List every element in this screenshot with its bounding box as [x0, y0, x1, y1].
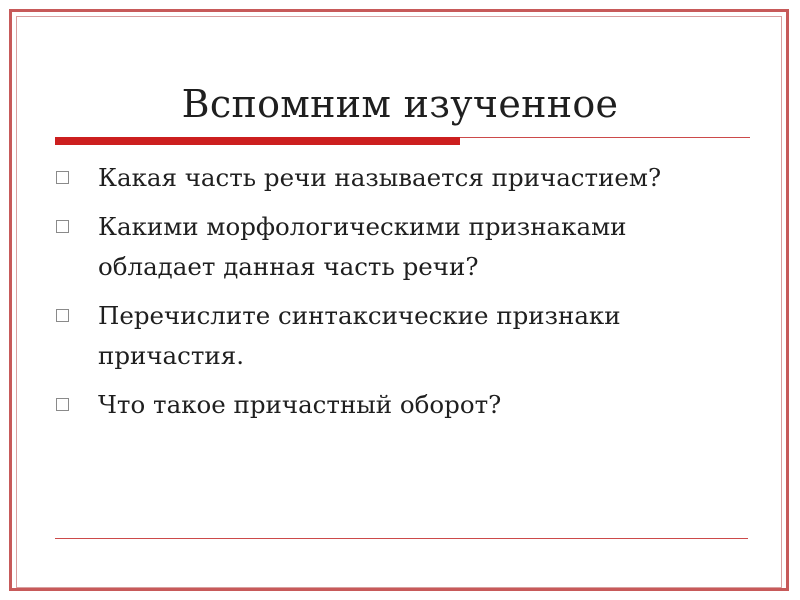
title-underline-accent	[55, 137, 460, 145]
bullet-text: Что такое причастный оборот?	[98, 390, 502, 419]
bullet-text: Перечислите синтаксические признаки причастия.	[98, 301, 621, 370]
square-outline-icon	[56, 309, 69, 322]
list-item	[50, 207, 750, 287]
slide-title: Вспомним изученное	[181, 82, 619, 126]
square-outline-icon	[56, 171, 69, 184]
square-outline-icon	[56, 220, 69, 233]
list-item	[50, 296, 750, 376]
footer-line	[55, 538, 748, 539]
bullet-text: Какими морфологическими признаками обладает данная часть речи?	[98, 212, 627, 281]
bullet-list	[50, 158, 750, 434]
bullet-text: Какая часть речи называется причастием?	[98, 163, 662, 192]
title-underline-line	[460, 137, 750, 138]
square-outline-icon	[56, 398, 69, 411]
list-item	[50, 385, 750, 425]
list-item	[50, 158, 750, 198]
